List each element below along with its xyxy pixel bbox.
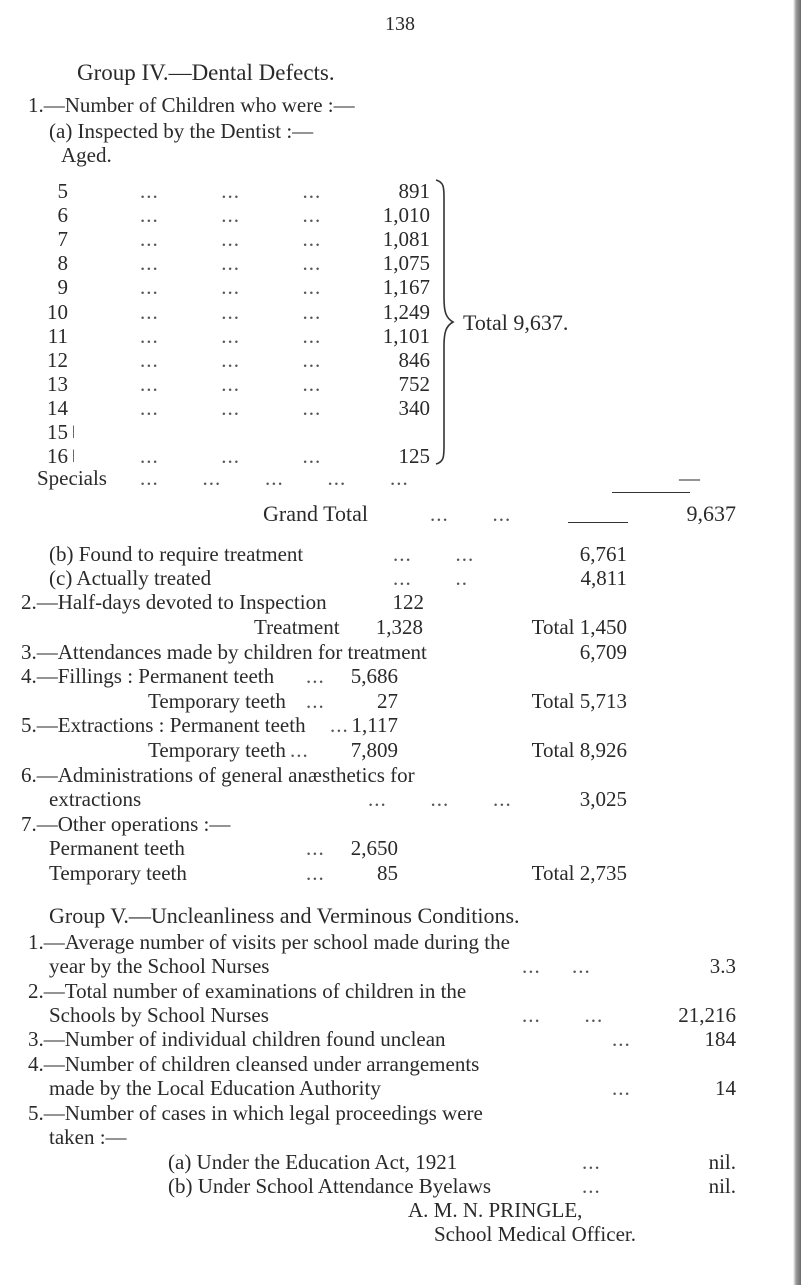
age-value-cell: 1,101 [382,324,430,348]
item5-permanent: 1,117 [351,713,398,737]
item2-treatment-label: Treatment [254,615,340,639]
group5-item2-line2: Schools by School Nurses [49,1003,269,1027]
page-edge-shadow [793,0,801,1285]
age-leader: ... ... ... [140,179,322,203]
group4-item3: 3.—Attendances made by children for treatment [21,640,427,664]
grand-total-leader: ... ... [430,502,512,526]
total-rule [612,492,690,493]
group4-item2: 2.—Half-days devoted to Inspection [21,590,327,614]
group5-item4-value: 14 [715,1076,736,1100]
age-cell: 7 [57,227,68,251]
group4-item4: 4.—Fillings : Permanent teeth [21,664,275,688]
item7-temporary-label: Temporary teeth [49,861,187,885]
age-leader: ... ... ... [140,444,322,468]
age-value-cell: 846 [398,348,430,372]
item4-leader: ... [306,664,325,688]
item7-permanent-label: Permanent teeth [49,836,185,860]
item1b-leader: ... ... [393,542,475,566]
item4-temporary-label: Temporary teeth [148,689,286,713]
item1b-value: 6,761 [579,542,627,566]
group4-item6-line1: 6.—Administrations of general anæsthetics for [21,763,415,787]
group4-heading: Group IV.—Dental Defects. [77,60,335,85]
page-number: 138 [385,13,415,35]
item2-inspection: 122 [392,590,424,614]
age-leader: ... ... ... [140,275,322,299]
age-leader: ... ... ... [140,324,322,348]
signature-name: A. M. N. PRINGLE, [408,1198,583,1222]
age-cell: 14 [47,396,68,420]
group5-item5a-value: nil. [708,1150,736,1174]
item1c-value: 4,811 [580,566,627,590]
item3-value: 6,709 [579,640,627,664]
age-cell: 5 [57,179,68,203]
age-leader: ... ... ... [140,227,322,251]
grand-total-rule [568,522,628,523]
age-value-cell: 125 [398,444,430,468]
age-cell: 9 [57,275,68,299]
age-cell: 13 [47,372,68,396]
group5-item5b-leader: ... [582,1174,601,1198]
item1c-leader: ... .. [393,566,468,590]
item7-total: Total 2,735 [531,861,627,885]
specials-value: — [679,466,700,490]
item5-temp-leader: ... [290,738,309,762]
age-value-cell: 1,249 [382,300,430,324]
age-cell: 16 [47,444,68,468]
group5-item2-value: 21,216 [678,1003,736,1027]
item5-temporary-label: Temporary teeth [148,738,286,762]
age-value-cell: 752 [398,372,430,396]
group5-item1-leader: ... ... [522,954,591,978]
aged-label: Aged. [61,143,112,167]
specials-leader: ... ... ... ... ... [140,466,409,490]
group5-item5-line1: 5.—Number of cases in which legal proceedings were [28,1101,483,1125]
age-cell: 15 [47,420,68,444]
age-leader: ... ... ... [140,203,322,227]
age-cell: 8 [57,251,68,275]
item5-temporary: 7,809 [350,738,398,762]
age-value-cell: 1,081 [382,227,430,251]
group5-item5b-value: nil. [708,1174,736,1198]
item4-total: Total 5,713 [531,689,627,713]
age-cell: 11 [47,324,68,348]
group5-item5a-leader: ... [582,1150,601,1174]
age-bracket-mark: | [72,448,75,463]
group5-item1-line2: year by the School Nurses [49,954,270,978]
age-leader: ... ... ... [140,348,322,372]
group5-item5b: (b) Under School Attendance Byelaws [168,1174,492,1198]
item4-permanent: 5,686 [350,664,398,688]
age-cell: 10 [47,300,68,324]
group5-item2-line1: 2.—Total number of examinations of children in the [28,979,467,1003]
age-value-cell: 1,010 [382,203,430,227]
item2-treatment: 1,328 [375,615,423,639]
item7-temporary: 85 [377,861,398,885]
age-bracket-mark: | [72,424,75,439]
group5-item5a: (a) Under the Education Act, 1921 [168,1150,458,1174]
item7-temp-leader: ... [306,861,325,885]
grand-total-label: Grand Total [263,501,368,526]
item7-permanent: 2,650 [350,836,398,860]
age-leader: ... ... ... [140,251,322,275]
group5-item1-value: 3.3 [709,954,736,978]
group4-item7: 7.—Other operations :— [21,812,231,836]
age-value-cell: 891 [398,179,430,203]
group4-item1: 1.—Number of Children who were :— [28,93,355,117]
specials-label: Specials [37,466,107,490]
group5-item4-line1: 4.—Number of children cleansed under arrangements [28,1052,480,1076]
age-leader: ... ... ... [140,372,322,396]
item4-temporary: 27 [377,689,398,713]
age-value-cell: 1,167 [382,275,430,299]
group5-item5-line2: taken :— [49,1125,127,1149]
group5-item3-leader: ... [612,1027,631,1051]
item7-leader: ... [306,836,325,860]
group4-item5: 5.—Extractions : Permanent teeth [21,713,306,737]
group5-item1-line1: 1.—Average number of visits per school made during the [28,930,510,954]
group4-item1c: (c) Actually treated [49,566,212,590]
group4-item6-line2: extractions [49,787,142,811]
age-leader: ... ... ... [140,396,322,420]
age-value-cell: 1,075 [382,251,430,275]
group5-item3-value: 184 [704,1027,736,1051]
right-brace [434,178,456,466]
age-leader: ... ... ... [140,300,322,324]
brace-total: Total 9,637. [463,310,569,335]
age-cell: 12 [47,348,68,372]
group5-item4-line2: made by the Local Education Authority [49,1076,381,1100]
age-value-cell: 340 [398,396,430,420]
item6-leader: ... ... ... [368,787,512,811]
signature-title: School Medical Officer. [434,1222,636,1246]
group5-item3: 3.—Number of individual children found unclean [28,1027,446,1051]
group5-item2-leader: ... ... [522,1003,604,1027]
item6-value: 3,025 [579,787,627,811]
group5-heading: Group V.—Uncleanliness and Verminous Conditions. [49,903,520,928]
grand-total-value: 9,637 [686,501,736,526]
age-cell: 6 [57,203,68,227]
item5-leader: ... [330,713,349,737]
item2-total: Total 1,450 [531,615,627,639]
group5-item4-leader: ... [612,1076,631,1100]
item5-total: Total 8,926 [531,738,627,762]
group4-item1b: (b) Found to require treatment [49,542,304,566]
group4-item1a: (a) Inspected by the Dentist :— [49,119,314,143]
item4-temp-leader: ... [306,689,325,713]
